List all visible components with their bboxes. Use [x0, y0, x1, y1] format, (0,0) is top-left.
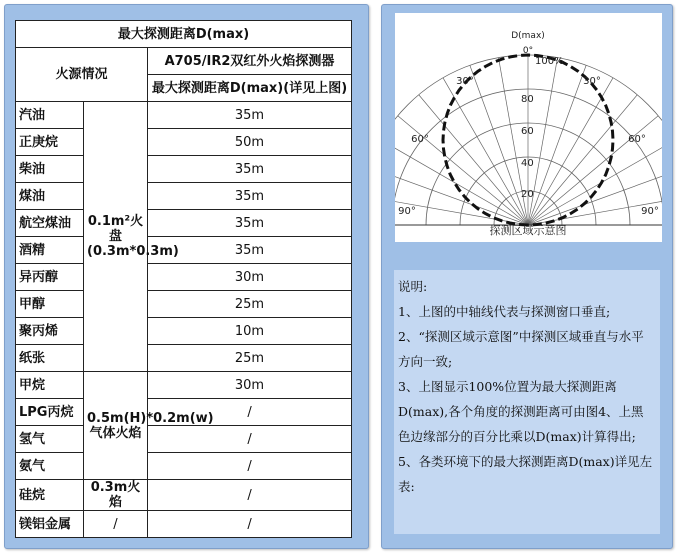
percent-label-20: 20	[521, 189, 534, 200]
fuel-distance: 50m	[148, 129, 352, 156]
fuel-distance: /	[148, 453, 352, 480]
fuel-name: 汽油	[16, 102, 84, 129]
silane-fire-group: 0.3m火焰	[84, 480, 148, 511]
angle-label-left30: 30°	[456, 76, 474, 87]
fuel-name: 氢气	[16, 426, 84, 453]
fuel-name: 硅烷	[16, 480, 84, 511]
angle-label-right30: 30°	[583, 76, 601, 87]
distance-header: 最大探测距离D(max)(详见上图)	[148, 75, 352, 102]
fuel-name: 氨气	[16, 453, 84, 480]
fuel-distance: 30m	[148, 264, 352, 291]
fuel-name: 柴油	[16, 156, 84, 183]
fuel-distance: 35m	[148, 210, 352, 237]
percent-label-60: 60	[521, 126, 534, 137]
fuel-distance: /	[148, 480, 352, 511]
fuel-distance: 10m	[148, 318, 352, 345]
fuel-name: 煤油	[16, 183, 84, 210]
fuel-name: 正庚烷	[16, 129, 84, 156]
percent-label-80: 80	[521, 94, 534, 105]
fuel-name: 酒精	[16, 237, 84, 264]
percent-label-40: 40	[521, 158, 534, 169]
detection-distance-table	[15, 20, 352, 538]
note-item: 2、“探测区域示意图”中探测区域垂直与水平方向一致;	[398, 329, 644, 369]
fuel-distance: 35m	[148, 237, 352, 264]
fuel-name: 聚丙烯	[16, 318, 84, 345]
table-title: 最大探测距离D(max)	[16, 21, 352, 48]
fuel-name: LPG丙烷	[16, 399, 84, 426]
fuel-name: 镁铝金属	[16, 511, 84, 538]
diagram-title: D(max)	[511, 31, 545, 41]
notes-title: 说明:	[398, 279, 428, 294]
fuel-distance: /	[148, 399, 352, 426]
product-header: A705/IR2双红外火焰探测器	[148, 48, 352, 75]
fuel-name: 甲醇	[16, 291, 84, 318]
fuel-distance: 35m	[148, 102, 352, 129]
angle-label-right60: 60°	[628, 134, 646, 145]
diagram-caption: 探测区域示意图	[489, 224, 567, 237]
pool-fire-group: 0.1m²火盘(0.3m*0.3m)	[84, 102, 148, 372]
fuel-name: 航空煤油	[16, 210, 84, 237]
angle-label-0: 0°	[522, 46, 534, 56]
angle-label-left90: 90°	[398, 206, 416, 217]
fuel-distance: 25m	[148, 291, 352, 318]
fire-source-header: 火源情况	[16, 48, 148, 102]
notes-box	[394, 270, 660, 534]
metal-fire-group: /	[84, 511, 148, 538]
gas-fire-group: 0.5m(H)*0.2m(w)气体火焰	[84, 372, 148, 480]
note-item: 1、上图的中轴线代表与探测窗口垂直;	[398, 304, 611, 319]
fuel-distance: /	[148, 511, 352, 538]
fuel-name: 异丙醇	[16, 264, 84, 291]
note-item: 3、上图显示100%位置为最大探测距离D(max),各个角度的探测距离可由图4、上黑色边缘部分的百分比乘以D(max)计算得出;	[398, 379, 644, 444]
note-item: 5、各类环境下的最大探测距离D(max)详见左表:	[398, 454, 653, 494]
angle-label-right90: 90°	[641, 206, 659, 217]
fuel-name: 纸张	[16, 345, 84, 372]
fuel-distance: 35m	[148, 183, 352, 210]
fuel-distance: 30m	[148, 372, 352, 399]
fuel-distance: 25m	[148, 345, 352, 372]
percent-label-100: 100%	[535, 56, 564, 67]
fuel-name: 甲烷	[16, 372, 84, 399]
detection-zone-diagram	[395, 13, 662, 242]
polar-diagram	[395, 13, 662, 242]
fuel-distance: 35m	[148, 156, 352, 183]
fuel-distance: /	[148, 426, 352, 453]
angle-label-left60: 60°	[411, 134, 429, 145]
